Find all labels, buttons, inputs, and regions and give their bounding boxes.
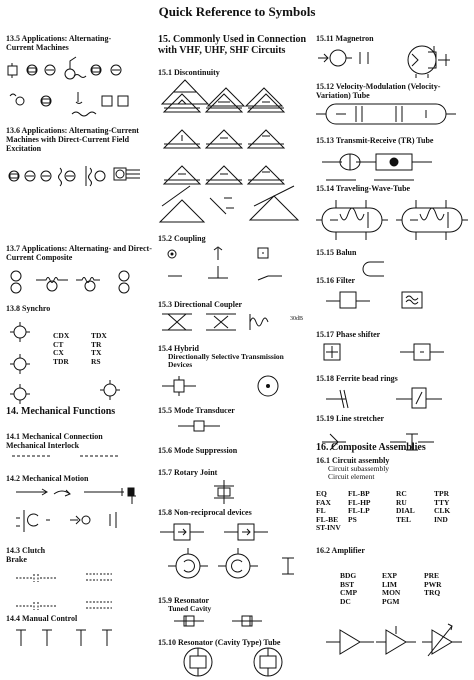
heading-14-1: 14.1 Mechanical Connection Mechanical Interlock [6, 432, 103, 450]
assembly-codes [316, 490, 450, 533]
heading-15-9-sub: Tuned Cavity [168, 604, 212, 613]
section-13-5 [6, 34, 152, 52]
amplifier-code-row: BDG EXP PRE [340, 571, 439, 580]
section-15-13 [316, 136, 470, 145]
heading-14: 14. Mechanical Functions [6, 406, 116, 417]
section-15-12 [316, 82, 470, 100]
heading-14-2: 14.2 Mechanical Motion [6, 474, 89, 483]
heading-15-8: 15.8 Non-reciprocal devices [158, 508, 252, 517]
tr-tube-symbols [316, 146, 470, 184]
section-15-4 [158, 344, 310, 369]
amplifier-codes [340, 572, 442, 606]
assembly-code-row: EQ FL-BP RC TPR [316, 489, 449, 498]
heading-16-1: 16.1 Circuit assembly [316, 456, 390, 465]
heading-15-18: 15.18 Ferrite bead rings [316, 374, 398, 383]
section-15-10 [158, 638, 310, 647]
heading-15-15: 15.15 Balun [316, 248, 357, 257]
directional-coupler-symbols [158, 312, 278, 332]
ac-machine-symbols [6, 54, 146, 124]
heading-15-1: 15.1 Discontinuity [158, 68, 220, 77]
heading-15-10: 15.10 Resonator (Cavity Type) Tube [158, 638, 281, 647]
heading-14-3: 14.3 Clutch Brake [6, 546, 46, 564]
synchro-symbols [6, 318, 46, 406]
heading-15-5: 15.5 Mode Transducer [158, 406, 235, 415]
heading-16-1-sub-2: Circuit element [328, 472, 375, 481]
section-13-6 [6, 126, 152, 153]
heading-15-19: 15.19 Line stretcher [316, 414, 385, 423]
filter-symbols [316, 290, 470, 312]
heading-16-1-sub-1: Circuit subassembly [328, 464, 390, 473]
section-13-7 [6, 244, 152, 262]
section-16 [316, 442, 470, 453]
mode-transducer-symbol [158, 418, 238, 434]
heading-15-13: 15.13 Transmit-Receive (TR) Tube [316, 136, 434, 145]
heading-15-11: 15.11 Magnetron [316, 34, 374, 43]
heading-16: 16. Composite Assemblies [316, 442, 426, 453]
heading-15-6: 15.6 Mode Suppression [158, 446, 238, 455]
section-14-1 [6, 432, 152, 450]
synchro-code-row: CT TR [53, 339, 102, 349]
resonator-symbols [158, 614, 308, 628]
heading-13-5: 13.5 Applications: Alternating-Current Machines [6, 34, 112, 52]
velocity-modulation-tube-symbol [316, 100, 470, 128]
section-15-6 [158, 446, 310, 455]
synchro-code-row: TDR RS [53, 356, 101, 366]
clutch-brake-symbols [6, 568, 150, 616]
mechanical-motion-symbols [6, 486, 150, 544]
non-reciprocal-symbols [158, 522, 308, 596]
section-14 [6, 406, 152, 417]
section-15-14 [316, 184, 470, 193]
section-15-1 [158, 68, 310, 77]
amplifier-code-row: DC PGM [340, 596, 400, 606]
heading-15-14: 15.14 Traveling-Wave-Tube [316, 184, 411, 193]
section-16-1 [316, 456, 470, 532]
composite-machine-symbols [6, 266, 146, 300]
heading-15-7: 15.7 Rotary Joint [158, 468, 218, 477]
synchro-code-row: CDX TDX [53, 331, 107, 340]
coupler-value-label: 30dB [290, 316, 304, 322]
ac-machine-symbol-row-1 [8, 57, 121, 79]
section-15-16 [316, 276, 470, 285]
section-15-17 [316, 330, 470, 339]
discontinuity-symbols [158, 80, 308, 230]
section-15-5 [158, 406, 310, 415]
ferrite-bead-symbols [316, 386, 470, 412]
hybrid-symbols [158, 374, 308, 398]
ac-dc-field-symbols [6, 162, 150, 192]
heading-15-4-sub: Directionally Selective Transmission Devices [168, 352, 284, 369]
coupling-symbols [158, 244, 308, 286]
heading-14-4: 14.4 Manual Control [6, 614, 78, 623]
mechanical-connection-symbols [6, 452, 146, 460]
heading-13-6: 13.6 Applications: Alternating-Current Machines with Direct-Current Field Excitation [6, 126, 139, 153]
section-14-3 [6, 546, 152, 564]
heading-15-9: 15.9 Resonator [158, 596, 210, 605]
amplifier-code-row: CMP MON TRQ [340, 588, 441, 597]
magnetron-symbols [316, 44, 470, 78]
heading-15-17: 15.17 Phase shifter [316, 330, 381, 339]
phase-shifter-symbols [316, 342, 470, 364]
heading-13-7: 13.7 Applications: Alternating- and Direct-Current Composite [6, 244, 152, 262]
heading-15-4: 15.4 Hybrid [158, 344, 199, 353]
assembly-code-row: FAX FL-HP RU TTY [316, 497, 450, 507]
section-15-7 [158, 468, 310, 477]
section-14-4 [6, 614, 152, 623]
cavity-tube-symbols [158, 644, 308, 680]
section-15-2 [158, 234, 310, 243]
section-15-18 [316, 374, 470, 383]
section-15-9 [158, 596, 310, 613]
heading-16-2: 16.2 Amplifier [316, 546, 365, 555]
ac-machine-symbol-row-2 [10, 92, 128, 116]
heading-15-16: 15.16 Filter [316, 276, 356, 285]
heading-15-2: 15.2 Coupling [158, 234, 206, 243]
traveling-wave-tube-symbols [316, 196, 470, 244]
assembly-code-row: FL-BE PS TEL IND [316, 514, 448, 524]
rotary-joint-symbol [158, 478, 258, 506]
synchro-codes [53, 332, 107, 366]
synchro-symbols-right [96, 366, 136, 406]
section-15-11 [316, 34, 470, 43]
heading-15: 15. Commonly Used in Connection with VHF, UHF, SHF Circuits [158, 34, 307, 56]
amplifier-code-row: BST LIM PWR [340, 579, 442, 589]
section-14-2 [6, 474, 152, 483]
amplifier-symbols [316, 622, 470, 658]
heading-15-3: 15.3 Directional Coupler [158, 300, 243, 309]
assembly-code-row: FL FL-LP DIAL CLK [316, 506, 451, 515]
heading-15-12: 15.12 Velocity-Modulation (Velocity-Variation) Tube [316, 82, 441, 100]
section-15-19 [316, 414, 470, 423]
heading-13-8: 13.8 Synchro [6, 304, 51, 313]
section-13-8 [6, 304, 152, 366]
section-15-8 [158, 508, 310, 517]
section-16-2 [316, 546, 470, 606]
section-15 [158, 34, 310, 56]
section-15-3 [158, 300, 310, 322]
assembly-code-row: ST-INV [316, 523, 341, 532]
section-15-15 [316, 248, 470, 257]
manual-control-symbols [6, 626, 150, 656]
synchro-code-row: CX TX [53, 348, 102, 357]
page-title: Quick Reference to Symbols [158, 4, 316, 19]
